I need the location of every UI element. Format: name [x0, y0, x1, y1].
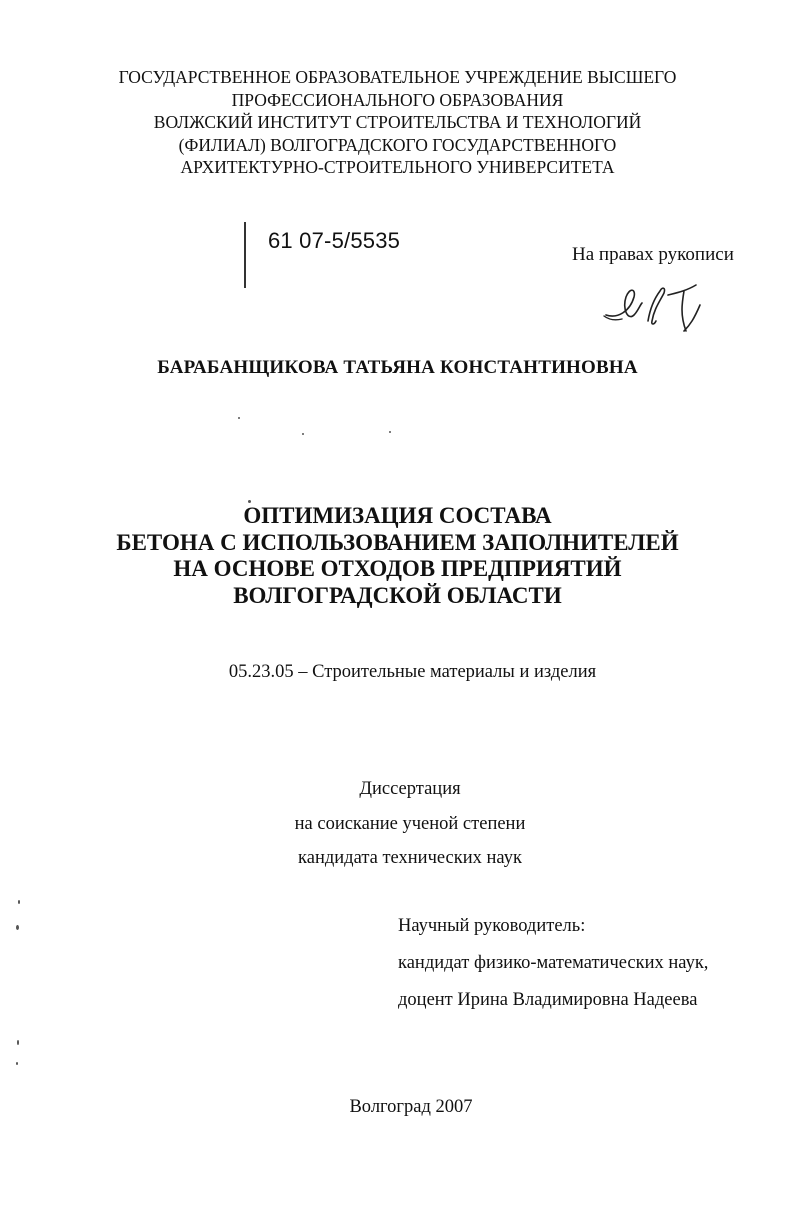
institution-line: АРХИТЕКТУРНО-СТРОИТЕЛЬНОГО УНИВЕРСИТЕТА [180, 157, 615, 177]
dissertation-title [0, 503, 795, 609]
scan-speck [17, 1040, 19, 1045]
title-line: НА ОСНОВЕ ОТХОДОВ ПРЕДПРИЯТИЙ [173, 556, 622, 581]
institution-line: ГОСУДАРСТВЕННОЕ ОБРАЗОВАТЕЛЬНОЕ УЧРЕЖДЕНИЕ ВЫСШЕГО [118, 67, 677, 87]
degree-line: кандидата технических наук [298, 848, 522, 868]
institution-line: ВОЛЖСКИЙ ИНСТИТУТ СТРОИТЕЛЬСТВА И ТЕХНОЛОГИЙ [153, 112, 642, 132]
signature-icon [600, 275, 710, 337]
title-line: БЕТОНА С ИСПОЛЬЗОВАНИЕМ ЗАПОЛНИТЕЛЕЙ [116, 529, 679, 555]
specialty-code: 05.23.05 – Строительные материалы и изделия [228, 662, 597, 682]
institution-header [0, 66, 795, 179]
advisor-line: доцент Ирина Владимировна Надеева [398, 990, 698, 1010]
scan-speck [302, 433, 304, 435]
rights-note: На правах рукописи [572, 244, 734, 265]
scan-speck [16, 925, 19, 930]
author-name: БАРАБАНЩИКОВА ТАТЬЯНА КОНСТАНТИНОВНА [157, 357, 638, 378]
advisor-line: кандидат физико-математических наук, [398, 953, 709, 973]
scan-speck [16, 1062, 18, 1065]
city-year: Волгоград 2007 [349, 1097, 473, 1117]
institution-line: ПРОФЕССИОНАЛЬНОГО ОБРАЗОВАНИЯ [231, 89, 564, 110]
scan-speck [248, 500, 251, 503]
title-line: ОПТИМИЗАЦИЯ СОСТАВА [243, 503, 552, 528]
degree-block [0, 772, 795, 876]
institution-line: (ФИЛИАЛ) ВОЛГОГРАДСКОГО ГОСУДАРСТВЕННОГО [178, 134, 617, 155]
degree-line: на соискание ученой степени [294, 813, 526, 834]
scan-speck [238, 417, 240, 419]
catalog-number: 61 07-5/5535 [268, 228, 401, 253]
advisor-block [398, 915, 708, 1026]
scan-speck [18, 900, 20, 904]
title-line: ВОЛГОГРАДСКОЙ ОБЛАСТИ [233, 582, 562, 608]
advisor-line: Научный руководитель: [398, 916, 586, 936]
scan-speck [389, 431, 391, 433]
degree-line: Диссертация [359, 779, 461, 799]
catalog-stamp-bar [244, 222, 246, 288]
